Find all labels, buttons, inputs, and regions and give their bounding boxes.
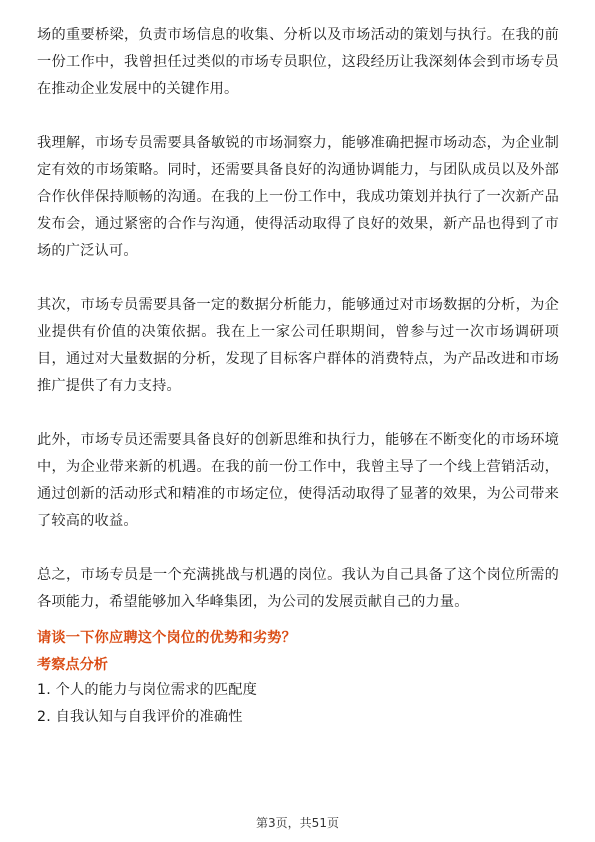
paragraph-4: 此外，市场专员还需要具备良好的创新思维和执行力，能够在不断变化的市场环境中，为企业带来新的机遇。在我的前一份工作中，我曾主导了一个线上营销活动，通过创新的活动形式和精准的市场定位，使得活动取得了显著的效果，为公司带来了较高的收益。	[37, 432, 559, 529]
paragraph-5: 总之，市场专员是一个充满挑战与机遇的岗位。我认为自己具备了这个岗位所需的各项能力，希望能够加入华峰集团，为公司的发展贡献自己的力量。	[37, 567, 559, 610]
analysis-item-1: 1. 个人的能力与岗位需求的匹配度	[37, 682, 258, 698]
page-content	[37, 22, 559, 731]
paragraph-2: 我理解，市场专员需要具备敏锐的市场洞察力，能够准确把握市场动态，为企业制定有效的市场策略。同时，还需要具备良好的沟通协调能力，与团队成员以及外部合作伙伴保持顺畅的沟通。在我的上一份工作中，我成功策划并执行了一次新产品发布会，通过紧密的合作与沟通，使得活动取得了良好的效果，新产品也得到了市场的广泛认可。	[37, 135, 559, 259]
paragraph-1: 场的重要桥梁，负责市场信息的收集、分析以及市场活动的策划与执行。在我的前一份工作中，我曾担任过类似的市场专员职位，这段经历让我深刻体会到市场专员在推动企业发展中的关键作用。	[37, 27, 559, 97]
interview-question: 请谈一下你应聘这个岗位的优势和劣势？	[37, 630, 296, 646]
analysis-title: 考察点分析	[37, 657, 108, 673]
analysis-item-2: 2. 自我认知与自我评价的准确性	[37, 709, 243, 725]
paragraph-3: 其次，市场专员需要具备一定的数据分析能力，能够通过对市场数据的分析，为企业提供有价值的决策依据。我在上一家公司任职期间，曾参与过一次市场调研项目，通过对大量数据的分析，发现了目标客户群体的消费特点，为产品改进和市场推广提供了有力支持。	[37, 297, 559, 394]
page-footer: 第3页，共51页	[256, 816, 339, 830]
